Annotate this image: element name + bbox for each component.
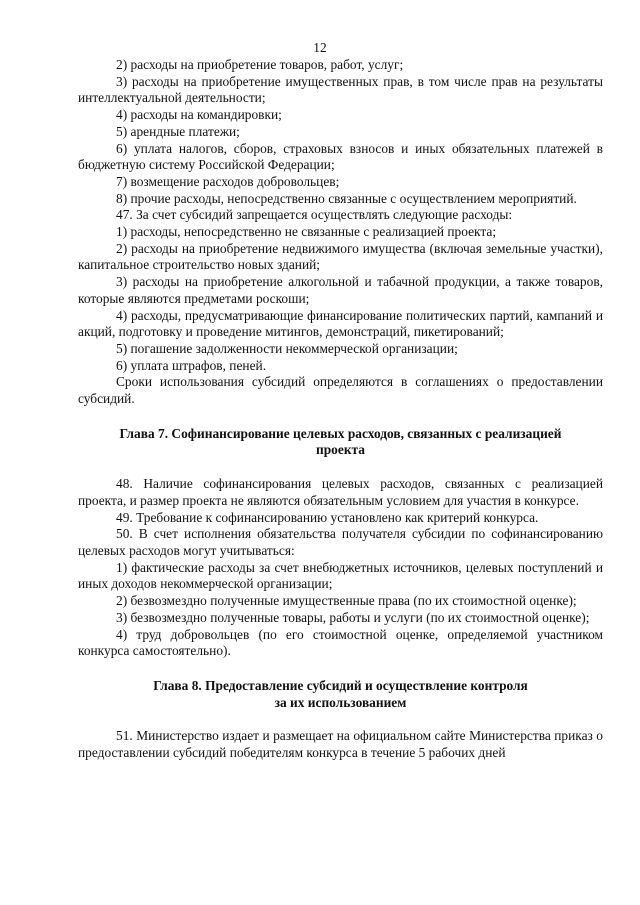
paragraph-49: 49. Требование к софинансированию установлено как критерий конкурса. (116, 509, 539, 525)
chapter-7-title-line1: Глава 7. Софинансирование целевых расходов, связанных с реализацией (119, 425, 562, 441)
chapter-8-title-line1: Глава 8. Предоставление субсидий и осуществление контроля (153, 677, 528, 693)
paragraph-cofinancing-1: 1) фактические расходы за счет внебюджетных источников, целевых поступлений и иных доходов некоммерческой организации; (78, 559, 603, 592)
paragraph-expense-2: 2) расходы на приобретение товаров, работ, услуг; (116, 57, 404, 72)
paragraph-cofinancing-4: 4) труд добровольцев (по его стоимостной оценке, определяемой участником конкурса самостоятельно). (78, 626, 603, 659)
paragraph-prohibited-1: 1) расходы, непосредственно не связанные с реализацией проекта; (116, 224, 497, 240)
paragraph-prohibited-6: 6) уплата штрафов, пеней. (116, 357, 267, 373)
paragraph-expense-4: 4) расходы на командировки; (116, 107, 282, 123)
paragraph-50: 50. В счет исполнения обязательства получателя субсидии по софинансированию целевых расходов могут учитываться: (78, 526, 603, 558)
paragraph-expense-7: 7) возмещение расходов добровольцев; (116, 173, 340, 189)
paragraph-expense-3: 3) расходы на приобретение имущественных прав, в том числе прав на результаты интеллектуальной деятельности; (78, 73, 603, 106)
paragraph-expense-6: 6) уплата налогов, сборов, страховых взносов и иных обязательных платежей в бюджетную систему Российской Федерации; (78, 140, 603, 173)
chapter-8-title-line2: за их использованием (274, 694, 407, 710)
chapter-7-heading (78, 426, 603, 459)
paragraph-47: 47. За счет субсидий запрещается осуществлять следующие расходы: (116, 207, 513, 223)
paragraph-prohibited-3: 3) расходы на приобретение алкогольной и табачной продукции, а также товаров, которые являются предметами роскоши; (78, 274, 603, 306)
page-number: 12 (313, 40, 327, 55)
paragraph-prohibited-5: 5) погашение задолженности некоммерческой организации; (116, 340, 458, 356)
document-body (78, 57, 603, 762)
paragraph-prohibited-4: 4) расходы, предусматривающие финансирование политических партий, кампаний и акций, подготовку и проведение митингов, демонстраций, пикетирований; (78, 307, 603, 340)
paragraph-expense-5: 5) арендные платежи; (116, 123, 240, 139)
paragraph-51: 51. Министерство издает и размещает на официальном сайте Министерства приказ о предоставлении субсидий победителям конкурса в течение 5 рабочих дней (78, 728, 603, 761)
paragraph-48: 48. Наличие софинансирования целевых расходов, связанных с реализацией проекта, и размер проекта не являются обязательным условием для участия в конкурсе. (78, 476, 603, 508)
paragraph-prohibited-2: 2) расходы на приобретение недвижимого имущества (включая земельные участки), капитальное строительство новых зданий; (78, 240, 603, 273)
paragraph-cofinancing-2: 2) безвозмездно полученные имущественные права (по их стоимостной оценке); (116, 593, 577, 609)
paragraph-expense-8: 8) прочие расходы, непосредственно связанные с осуществлением мероприятий. (116, 190, 577, 206)
paragraph-cofinancing-3: 3) безвозмездно полученные товары, работы и услуги (по их стоимостной оценке); (116, 609, 590, 625)
chapter-7-title-line2: проекта (316, 442, 365, 458)
paragraph-subsidy-terms: Сроки использования субсидий определяются в соглашениях о предоставлении субсидий. (78, 374, 603, 407)
chapter-8-heading (78, 678, 603, 711)
